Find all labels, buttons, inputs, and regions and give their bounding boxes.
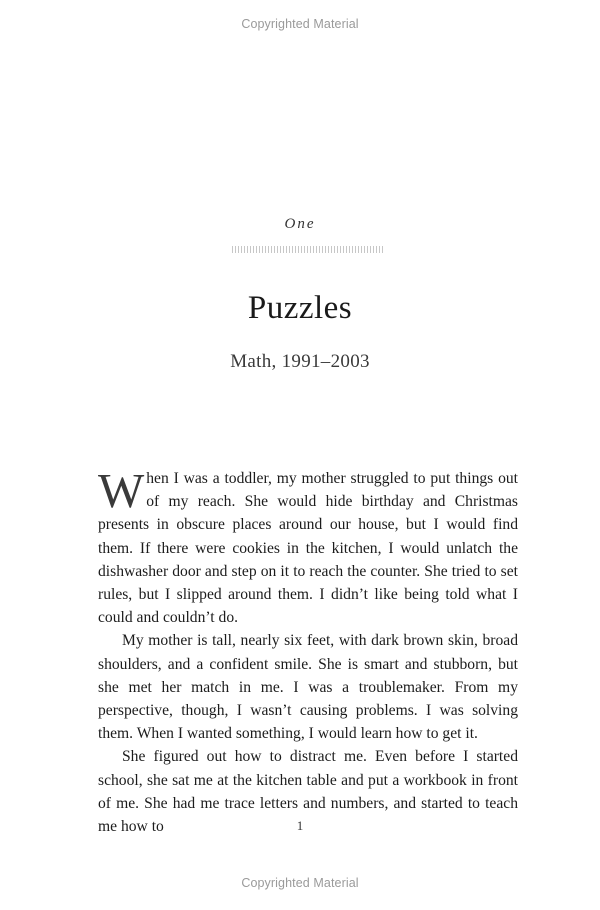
chapter-subtitle: Math, 1991–2003 [230,351,370,372]
chapter-ornament-divider [232,246,384,253]
page-number: 1 [296,818,304,833]
drop-cap: W [98,463,145,518]
body-text [98,463,518,838]
copyright-watermark-bottom: Copyrighted Material [241,876,359,890]
paragraph-3: She figured out how to distract me. Even before I started school, she sat me at the kitchen table and put a workbook in front of me. She had me trace letters and numbers, and started to teach me how to [98,748,518,836]
copyright-watermark-top: Copyrighted Material [241,17,359,31]
paragraph-2: My mother is tall, nearly six feet, with dark brown skin, broad shoulders, and a confident smile. She is smart and stubborn, but she met her match in me. I was a troublemaker. From my perspective, though, I wasn’t causing problems. I was solving them. When I wanted something, I would learn how to get it. [98,632,518,743]
paragraph-1 [98,463,518,629]
chapter-title: Puzzles [247,290,353,326]
chapter-number: One [284,216,316,232]
paragraph-1-text: hen I was a toddler, my mother struggled to put things out of my reach. She would hide birthday and Christmas presents in obscure places around our house, but I would find them. If there were cookies in the kitchen, I would unlatch the dishwasher door and step on it to reach the counter. She tried to set rules, but I slipped around them. I didn’t like being told what I could and couldn’t do. [98,470,518,627]
